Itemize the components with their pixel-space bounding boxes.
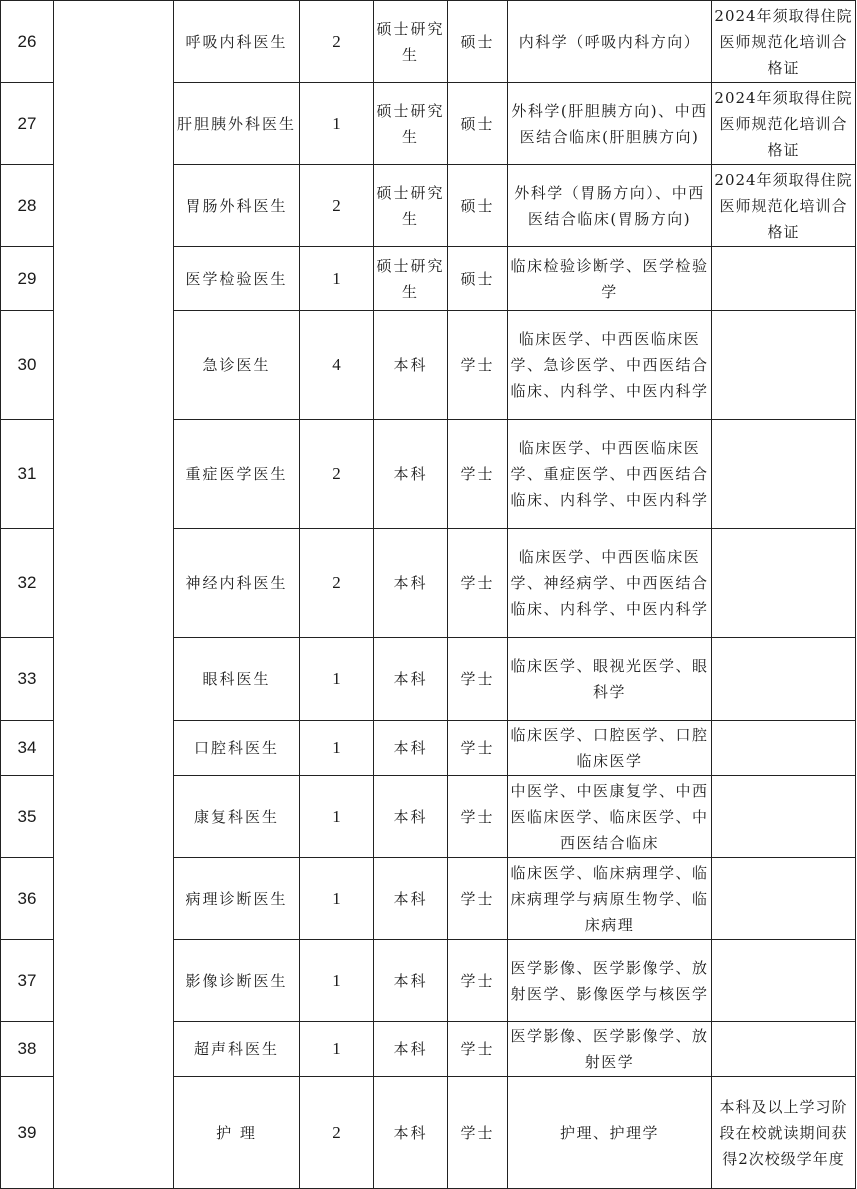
position-name: 肝胆胰外科医生 [174, 83, 300, 165]
major: 中医学、中医康复学、中西医临床医学、临床医学、中西医结合临床 [508, 776, 712, 858]
table-row [1, 1, 856, 83]
headcount: 1 [300, 940, 374, 1022]
degree: 学士 [448, 1022, 508, 1077]
degree: 学士 [448, 721, 508, 776]
headcount: 2 [300, 165, 374, 247]
position-name: 病理诊断医生 [174, 858, 300, 940]
major: 临床医学、中西医临床医学、重症医学、中西医结合临床、内科学、中医内科学 [508, 420, 712, 529]
position-name: 超声科医生 [174, 1022, 300, 1077]
position-name: 护 理 [174, 1077, 300, 1189]
degree: 硕士 [448, 1, 508, 83]
major: 临床医学、中西医临床医学、神经病学、中西医结合临床、内科学、中医内科学 [508, 529, 712, 638]
other-requirements [712, 721, 856, 776]
headcount: 1 [300, 247, 374, 311]
education: 本科 [374, 721, 448, 776]
degree: 学士 [448, 1077, 508, 1189]
education: 本科 [374, 311, 448, 420]
other-requirements: 2024年须取得住院医师规范化培训合格证 [712, 1, 856, 83]
education: 本科 [374, 529, 448, 638]
major: 临床医学、中西医临床医学、急诊医学、中西医结合临床、内科学、中医内科学 [508, 311, 712, 420]
major: 临床医学、临床病理学、临床病理学与病原生物学、临床病理 [508, 858, 712, 940]
other-requirements [712, 638, 856, 721]
major: 外科学（胃肠方向）、中西医结合临床(胃肠方向) [508, 165, 712, 247]
education: 硕士研究生 [374, 165, 448, 247]
row-number: 33 [1, 638, 54, 721]
other-requirements [712, 858, 856, 940]
education: 本科 [374, 858, 448, 940]
other-requirements [712, 311, 856, 420]
headcount: 2 [300, 420, 374, 529]
other-requirements [712, 940, 856, 1022]
headcount: 2 [300, 1077, 374, 1189]
headcount: 1 [300, 858, 374, 940]
degree: 学士 [448, 529, 508, 638]
headcount: 1 [300, 776, 374, 858]
headcount: 1 [300, 638, 374, 721]
degree: 硕士 [448, 247, 508, 311]
other-requirements: 本科及以上学习阶段在校就读期间获得2次校级学年度 [712, 1077, 856, 1189]
row-number: 38 [1, 1022, 54, 1077]
headcount: 2 [300, 529, 374, 638]
position-name: 胃肠外科医生 [174, 165, 300, 247]
other-requirements [712, 529, 856, 638]
headcount: 1 [300, 721, 374, 776]
major: 临床医学、眼视光医学、眼科学 [508, 638, 712, 721]
position-name: 重症医学医生 [174, 420, 300, 529]
degree: 硕士 [448, 165, 508, 247]
position-name: 口腔科医生 [174, 721, 300, 776]
education: 本科 [374, 1077, 448, 1189]
degree: 学士 [448, 940, 508, 1022]
row-number: 39 [1, 1077, 54, 1189]
other-requirements [712, 420, 856, 529]
major: 内科学（呼吸内科方向） [508, 1, 712, 83]
position-name: 医学检验医生 [174, 247, 300, 311]
headcount: 1 [300, 83, 374, 165]
position-name: 急诊医生 [174, 311, 300, 420]
degree: 学士 [448, 420, 508, 529]
degree: 学士 [448, 638, 508, 721]
row-number: 36 [1, 858, 54, 940]
other-requirements: 2024年须取得住院医师规范化培训合格证 [712, 83, 856, 165]
education: 硕士研究生 [374, 83, 448, 165]
major: 临床医学、口腔医学、口腔临床医学 [508, 721, 712, 776]
education: 本科 [374, 940, 448, 1022]
major: 医学影像、医学影像学、放射医学 [508, 1022, 712, 1077]
row-number: 26 [1, 1, 54, 83]
row-number: 30 [1, 311, 54, 420]
degree: 学士 [448, 776, 508, 858]
department-cell [54, 1, 174, 1189]
row-number: 32 [1, 529, 54, 638]
headcount: 2 [300, 1, 374, 83]
headcount: 4 [300, 311, 374, 420]
headcount: 1 [300, 1022, 374, 1077]
education: 硕士研究生 [374, 247, 448, 311]
row-number: 28 [1, 165, 54, 247]
other-requirements [712, 776, 856, 858]
major: 医学影像、医学影像学、放射医学、影像医学与核医学 [508, 940, 712, 1022]
degree: 学士 [448, 311, 508, 420]
row-number: 37 [1, 940, 54, 1022]
other-requirements: 2024年须取得住院医师规范化培训合格证 [712, 165, 856, 247]
degree: 学士 [448, 858, 508, 940]
education: 本科 [374, 638, 448, 721]
row-number: 29 [1, 247, 54, 311]
education: 本科 [374, 420, 448, 529]
other-requirements [712, 1022, 856, 1077]
major: 外科学(肝胆胰方向)、中西医结合临床(肝胆胰方向) [508, 83, 712, 165]
position-name: 眼科医生 [174, 638, 300, 721]
degree: 硕士 [448, 83, 508, 165]
row-number: 34 [1, 721, 54, 776]
position-name: 神经内科医生 [174, 529, 300, 638]
education: 本科 [374, 776, 448, 858]
education: 硕士研究生 [374, 1, 448, 83]
education: 本科 [374, 1022, 448, 1077]
position-name: 康复科医生 [174, 776, 300, 858]
major: 临床检验诊断学、医学检验学 [508, 247, 712, 311]
position-name: 影像诊断医生 [174, 940, 300, 1022]
row-number: 31 [1, 420, 54, 529]
major: 护理、护理学 [508, 1077, 712, 1189]
position-name: 呼吸内科医生 [174, 1, 300, 83]
row-number: 27 [1, 83, 54, 165]
row-number: 35 [1, 776, 54, 858]
other-requirements [712, 247, 856, 311]
